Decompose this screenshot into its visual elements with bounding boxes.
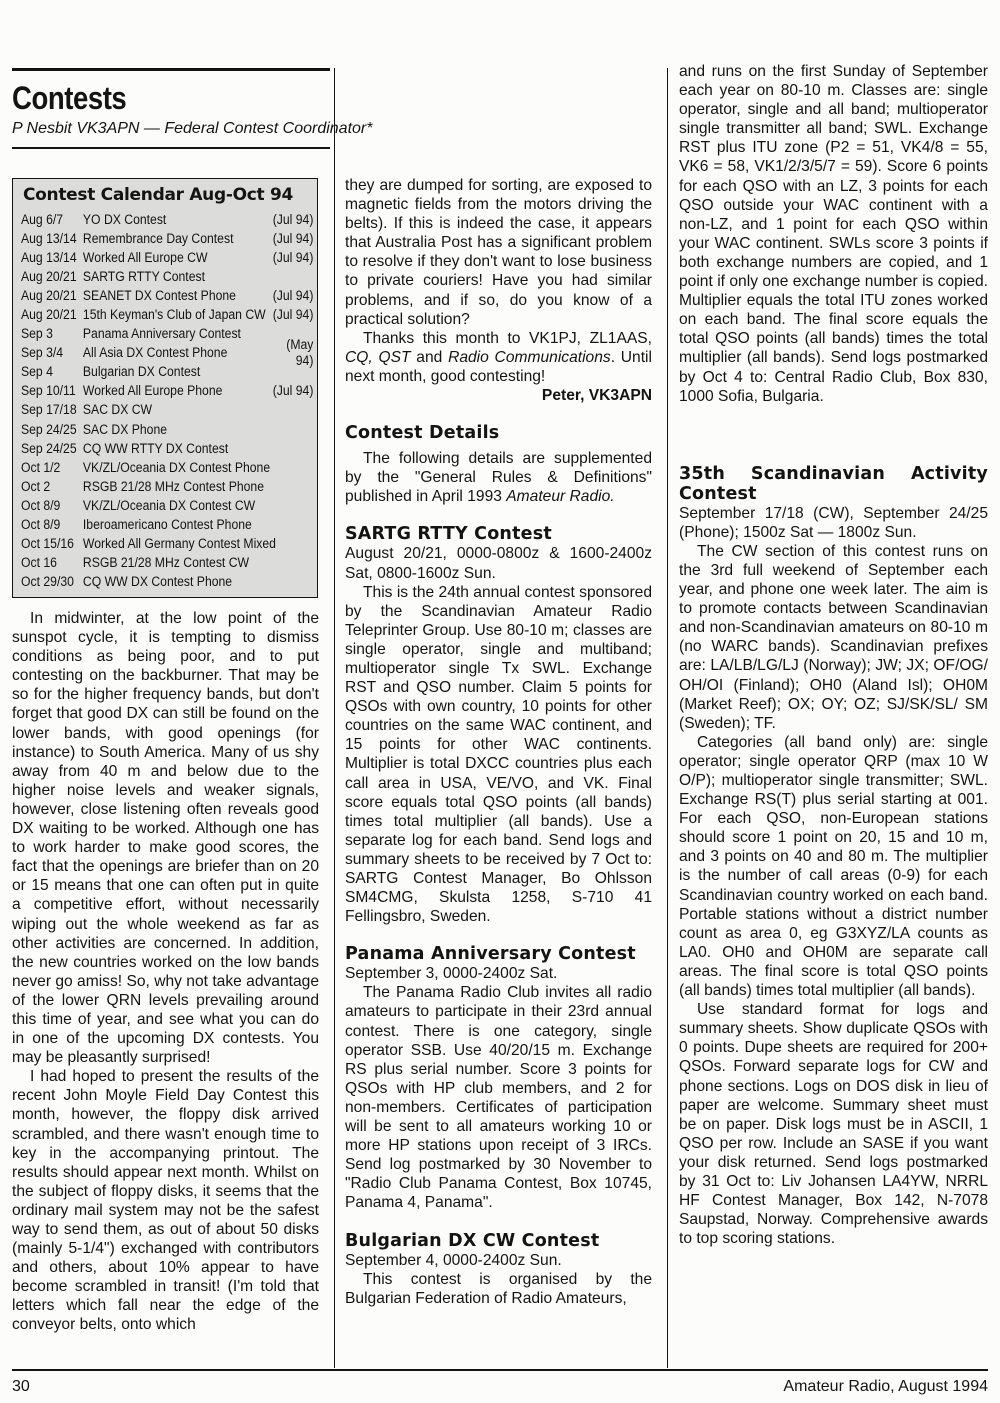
publication-line: Amateur Radio, August 1994	[783, 1378, 988, 1395]
calendar-reference: (Jul 94)	[272, 249, 314, 266]
calendar-date: Oct 15/16	[21, 536, 74, 553]
page-number: 30	[12, 1378, 30, 1395]
page-title: Contests	[12, 80, 127, 116]
panama-body: The Panama Radio Club invites all radio amateurs to participate in their 23rd annual contest. There is one category, single operator SSB. Use 40/20/15 m. Exchange RS plus serial number. Score 3 points for QSOs with HP club members, and 2 for non-members. Certificates of participation will be sent to all amateurs working 10 or more HP stations upon receipt of 3 IRCs. Send log postmarked by 30 November to "Radio Club Panama Contest, Box 10745, Panama 4, Panama".	[345, 984, 652, 1212]
calendar-row	[21, 267, 313, 286]
sac-paragraph-3: Use standard format for logs and summary sheets. Show duplicate QSOs with 0 points. Dupe sheets are required for 200+ QSOs. Forward separate logs for CW and phone sections. Logs on DOS disk in lieu of paper are welcome. Summary sheet must be on paper. Disk logs must be in ASCII, 1 QSO per row. Include an SASE if you want your disk returned. Send logs postmarked by 31 Oct to: Liv Johansen LA4YW, NRRL HF Contest Manager, Box 142, N-7078 Saupstad, Norway. Comprehensive awards to top scoring stations.	[679, 1001, 988, 1248]
sartg-body: This is the 24th annual contest sponsored by the Scandinavian Amateur Radio Teleprinter Group. Use 80-10 m; classes are single operator, single and multiband; multioperator single Tx SWL. Exchange RST and QSO number. Claim 5 points for QSOs with own country, 10 points for other countries on the same WAC continent, and 15 points for other WAC continents. Multiplier is total DXCC countries plus each call area in USA, VE/VO, and VK. Final score equals total QSO points (all bands) times total multiplier (all bands). Use a separate log for each band. Send logs and summary sheets to be received by 7 Oct to: SARTG Contest Manager, Bo Ohlsson SM4CMG, Skulsta 1258, S-710 41 Fellingsbro, Sweden.	[345, 583, 652, 926]
sartg-dates: August 20/21, 0000-0800z & 1600-2400z Sat, 0800-1600z Sun.	[345, 545, 652, 582]
thanks-magazines: CQ, QST	[345, 348, 411, 366]
sac-dates: September 17/18 (CW), September 24/25 (Phone); 1500z Sat — 1800z Sun.	[679, 504, 988, 541]
calendar-row	[21, 573, 313, 592]
calendar-date: Sep 24/25	[21, 421, 77, 438]
bottom-rule	[12, 1369, 988, 1371]
calendar-reference: (May 94)	[286, 337, 314, 370]
calendar-date: Aug 13/14	[21, 230, 77, 247]
calendar-row	[21, 229, 313, 248]
calendar-date: Oct 29/30	[21, 574, 74, 591]
calendar-contest-name: CQ WW RTTY DX Contest	[82, 440, 229, 457]
details-text: The following details are supplemented by the "General Rules & Definitions" published in April 1993	[345, 450, 652, 506]
spacer	[345, 1213, 652, 1231]
panama-heading: Panama Anniversary Contest	[345, 944, 636, 965]
calendar-date: Aug 20/21	[21, 307, 77, 324]
sac-heading: 35th Scandinavian Activity Contest	[679, 463, 988, 504]
calendar-contest-name: Worked All Europe CW	[82, 249, 208, 266]
column-rule-1	[334, 68, 335, 1368]
calendar-row	[21, 439, 313, 458]
sac-paragraph-2: Categories (all band only) are: single operator; single operator QRP (max 10 W O/P); multioperator single transmitter; SWL. Exchange RS(T) plus serial starting at 001. For each QSO, non-European stations should score 1 point on 20, 15 and 10 m, and 3 points on 40 and 80 m. The multiplier is the number of call areas (0-9) for each Scandinavian country worked on each band. Portable stations without a district number count as area 0, eg G3XYZ/LA counts as LA0. OH0 and OH0M are separate call areas. The final score is total QSO points (all bands) times total multiplier (all bands).	[679, 733, 988, 1000]
calendar-title: Contest Calendar Aug-Oct 94	[23, 185, 294, 205]
intro-paragraph: In midwinter, at the low point of the sunspot cycle, it is tempting to dismiss conditions as being poor, and to put contesting on the backburner. That may be so for the higher frequency bands, but don't forget that good DX can still be found on the lower bands, with good openings (for instance) to South America. Many of us shy away from 40 m and below due to the higher noise levels and weaker signals, however, close listening often reveals good DX waiting to be worked. Although one has to work harder to make good scores, the fact that the openings are briefer than on 20 or 15 means that one can often put in quite a competitive effort, without necessarily wiping out the whole weekend as far as other activities are concerned. In addition, the new countries worked on the low bands never go amiss! So, why not take advantage of the lower QRN levels prevailing around this time of year, and see what you can do in one of the upcoming DX contests. You may be pleasantly surprised!	[12, 610, 319, 1067]
calendar-date: Aug 6/7	[21, 211, 64, 228]
calendar-row	[21, 516, 313, 535]
calendar-contest-name: SAC DX Phone	[82, 421, 168, 438]
calendar-contest-name: SARTG RTTY Contest	[82, 268, 205, 285]
calendar-contest-name: VK/ZL/Oceania DX Contest CW	[82, 497, 256, 514]
calendar-row	[21, 554, 313, 573]
sac-paragraph-1: The CW section of this contest runs on the 3rd full weekend of September each year, and phone one week later. The aim is to promote contacts between Scandinavian and non-Scandinavian amateurs on 80-10 m (no WARC bands). Scandinavian prefixes are: LA/LB/LG/LJ (Norway); JW; JX; OF/OG/ OH/OI (Finland); OH0 (Aland Isl); OH0M (Market Reef); OX; OY; OZ; SJ/SK/SL/ SM (Sweden); TF.	[679, 542, 988, 732]
bulgarian-body: This contest is organised by the Bulgarian Federation of Radio Amateurs,	[345, 1270, 652, 1307]
calendar-contest-name: CQ WW DX Contest Phone	[82, 574, 233, 591]
calendar-reference: (Jul 94)	[272, 383, 314, 400]
calendar-contest-name: RSGB 21/28 MHz Contest Phone	[82, 478, 265, 495]
calendar-date: Sep 3/4	[21, 345, 64, 362]
calendar-date: Aug 13/14	[21, 249, 77, 266]
calendar-date: Oct 16	[21, 555, 57, 572]
byline-rule	[12, 147, 330, 149]
calendar-row	[21, 401, 313, 420]
calendar-contest-name: YO DX Contest	[82, 211, 167, 228]
thanks-paragraph	[345, 329, 652, 386]
calendar-contest-name: Worked All Germany Contest Mixed	[82, 536, 276, 553]
details-magazine: Amateur Radio.	[506, 488, 615, 506]
thanks-text: Thanks this month to VK1PJ, ZL1AAS,	[363, 329, 652, 347]
calendar-contest-name: Remembrance Day Contest	[82, 230, 234, 247]
calendar-reference: (Jul 94)	[272, 307, 314, 324]
calendar-date: Oct 8/9	[21, 497, 61, 514]
spacer	[345, 926, 652, 944]
column-rule-2	[667, 68, 668, 1368]
thanks-closing: . Until next month, good contesting!	[345, 348, 652, 385]
calendar-date: Sep 3	[21, 326, 53, 343]
calendar-contest-name: Iberoamericano Contest Phone	[82, 517, 252, 534]
calendar-row	[21, 363, 313, 382]
floppy-continued: they are dumped for sorting, are exposed to magnetic fields from the motors driving the belts). If this is indeed the case, it appears that Australia Post has a significant problem to resolve if they don't want to lose business to private couriers! Have you had similar problems, and if so, do you know of a practical solution?	[345, 177, 652, 328]
calendar-contest-name: SAC DX CW	[82, 402, 153, 419]
calendar-row	[21, 535, 313, 554]
contest-details-paragraph	[345, 449, 652, 506]
calendar-row	[21, 210, 313, 229]
column-2	[345, 176, 652, 1308]
thanks-radio-communications: Radio Communications	[448, 348, 611, 366]
thanks-and: and	[410, 348, 449, 366]
calendar-reference: (Jul 94)	[272, 287, 314, 304]
calendar-date: Oct 1/2	[21, 459, 61, 476]
calendar-date: Aug 20/21	[21, 287, 77, 304]
calendar-row	[21, 420, 313, 439]
calendar-date: Sep 17/18	[21, 402, 77, 419]
calendar-row	[21, 496, 313, 515]
calendar-row	[21, 305, 313, 324]
calendar-row	[21, 477, 313, 496]
byline: P Nesbit VK3APN — Federal Contest Coordinator*	[12, 120, 373, 137]
calendar-contest-name: Bulgarian DX Contest	[82, 364, 201, 381]
calendar-date: Oct 2	[21, 478, 51, 495]
calendar-date: Sep 10/11	[21, 383, 76, 400]
calendar-row	[21, 248, 313, 267]
calendar-date: Oct 8/9	[21, 517, 61, 534]
bulgarian-continued: and runs on the first Sunday of September each year on 80-10 m. Classes are: single operator, single and all band; multioperator single transmitter all band; SWL. Exchange RST plus ITU zone (P2 = 51, VK4/8 = 55, VK6 = 58, VK1/2/3/5/7 = 59). Score 6 points for each QSO with an LZ, 3 points for each QSO outside your WAC continent with a non-LZ, and 1 point for each QSO within your WAC continent. SWLs score 3 points if both exchange numbers are copied, and 1 point if only one exchange number is copied. Multiplier equals the total ITU zones worked on each band. The final score equals the total QSO points (all bands) times the total multiplier (all bands). Send logs postmarked by Oct 4 to: Central Radio Club, Box 830, 1000 Sofia, Bulgaria.	[679, 63, 988, 405]
calendar-reference: (Jul 94)	[272, 211, 314, 228]
calendar-contest-name: Worked All Europe Phone	[82, 383, 223, 400]
calendar-row	[21, 286, 313, 305]
sartg-heading: SARTG RTTY Contest	[345, 524, 552, 545]
calendar-rows	[21, 210, 313, 592]
floppy-paragraph: I had hoped to present the results of the recent John Moyle Field Day Contest this month, however, the floppy disk arrived scrambled, and there wasn't enough time to key in the accompanying printout. The results should appear next month. Whilst on the subject of floppy disks, it seems that the ordinary mail system may not be the safest way to send them, as out of about 50 disks (mainly 5-1/4") exchanged with contributors and others, about 10% appear to have become scrambled in transit! (I'm told that letters which fall near the edge of the conveyor belts, onto which	[12, 1068, 319, 1334]
panama-dates: September 3, 0000-2400z Sat.	[345, 965, 558, 983]
contest-calendar	[12, 178, 318, 598]
calendar-contest-name: SEANET DX Contest Phone	[82, 287, 236, 304]
top-rule	[12, 68, 330, 71]
column-1	[12, 609, 319, 1335]
bulgarian-heading: Bulgarian DX CW Contest	[345, 1230, 600, 1251]
contest-details-heading: Contest Details	[345, 423, 500, 444]
calendar-row	[21, 382, 313, 401]
calendar-date: Sep 24/25	[21, 440, 77, 457]
bulgarian-dates: September 4, 0000-2400z Sun.	[345, 1251, 562, 1269]
calendar-contest-name: All Asia DX Contest Phone	[82, 345, 228, 362]
column-3	[679, 62, 988, 1248]
signature: Peter, VK3APN	[541, 387, 652, 405]
calendar-date: Aug 20/21	[21, 268, 77, 285]
calendar-contest-name: 15th Keyman's Club of Japan CW	[82, 307, 266, 324]
calendar-date: Sep 4	[21, 364, 53, 381]
calendar-row	[21, 337, 314, 370]
calendar-row	[21, 458, 313, 477]
calendar-contest-name: RSGB 21/28 MHz Contest CW	[82, 555, 250, 572]
spacer	[345, 405, 652, 423]
calendar-contest-name: VK/ZL/Oceania DX Contest Phone	[82, 459, 271, 476]
spacer	[345, 506, 652, 524]
calendar-reference: (Jul 94)	[272, 230, 314, 247]
calendar-contest-name: Panama Anniversary Contest	[82, 326, 241, 343]
